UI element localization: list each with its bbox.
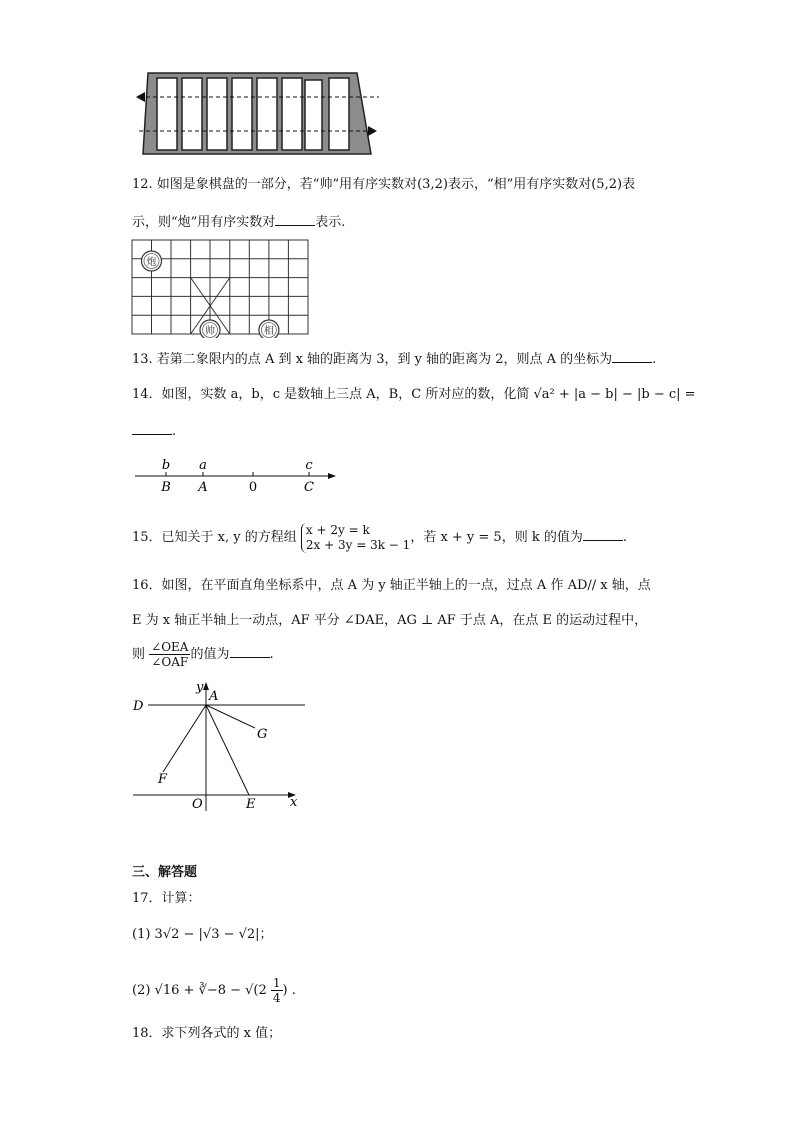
section-3-title-text: 三、解答题 [132,865,198,880]
q17-part2-fraction [271,976,283,1005]
tile [305,80,322,150]
label-O: O [192,797,203,812]
label-y: y [196,680,204,695]
piece-xiang [259,320,279,338]
label-E: E [246,797,256,812]
label-D: D [133,699,144,714]
label-a: a [199,458,207,473]
q14-end: . [172,424,177,439]
label-A: A [209,689,219,704]
arrow-right [368,126,377,136]
q16-frac-num: ∠OEA [151,640,189,654]
q12-text-end: 表 [622,177,636,192]
label-x: x [290,795,298,810]
piece-pao [142,251,162,271]
q12-coord-shuai: (3,2) [417,177,448,192]
q15-equation-system [301,523,410,553]
q15-text: 15．已知关于 x, y 的方程组 [132,530,297,545]
label-B: B [161,480,171,495]
chessboard-figure [130,238,310,338]
label-A: A [198,480,208,495]
piece-shuai-label: 帅 [205,326,215,337]
coordinate-figure [130,676,310,816]
q16-text3-pre: 则 [132,647,146,662]
q16-answer-blank[interactable] [230,645,270,658]
q16-end: . [269,647,274,662]
q14-line1 [132,386,696,404]
q14-line2 [132,422,176,441]
arrow-left [136,92,145,102]
tile [329,78,349,150]
q16-frac-den: ∠OAF [151,655,189,669]
q15-line [132,520,627,556]
q14-text: 14．如图，实数 a，b，c 是数轴上三点 A，B，C 所对应的数，化简 [132,387,530,402]
label-c: c [305,458,313,473]
q17-frac-den: 4 [272,991,281,1005]
q15-end: . [622,530,627,545]
q17-part2 [132,974,296,1008]
q13-line [132,350,656,369]
chessboard-svg [130,238,310,338]
tile [182,78,202,150]
q12-answer-blank[interactable] [275,213,315,226]
q15-answer-blank[interactable] [583,528,623,541]
tile [282,78,302,150]
trapezoid-svg [135,68,385,160]
tile [257,78,277,150]
q17-part1 [132,926,273,944]
q14-answer-blank[interactable] [132,422,172,435]
label-0: 0 [248,480,258,495]
label-C: C [304,480,314,495]
q12-text: 12. 如图是象棋盘的一部分，若“帅”用有序实数对 [132,177,418,192]
label-G: G [257,727,268,742]
label-F: F [158,772,168,787]
q18-title [132,1025,281,1043]
q17-part2-pre: (2) √16 + ∛−8 − √(2 [132,983,267,998]
q17-part1-text: (1) 3√2 − |√3 − √2|； [132,927,273,942]
tile [232,78,252,150]
q14-expression: √a² + |a − b| − |b − c| = [533,387,696,402]
q16-text1: 16．如图，在平面直角坐标系中，点 A 为 y 轴正半轴上的一点，过点 A 作 AD// x 轴，点 [132,578,651,593]
q12-line2 [132,213,345,232]
q17-title [132,890,201,908]
q12-text-mid: 表示，“相”用有序实数对 [447,177,592,192]
q12-text2-end: 表示. [315,215,346,230]
q16-fraction [149,640,190,669]
q16-line3 [132,638,274,672]
q13-answer-blank[interactable] [612,350,652,363]
q16-line1 [132,577,651,595]
q17-title-text: 17．计算： [132,891,201,906]
q13-end: . [652,352,657,367]
tile [207,78,227,150]
q15-eq2: 2x + 3y = 3k − 1 [305,537,411,552]
q15-eq1: x + 2y = k [305,522,370,537]
piece-pao-label: 炮 [146,257,157,268]
section-3-title [132,864,197,882]
q12-coord-xiang: (5,2) [591,177,623,192]
coordinate-svg [130,676,310,816]
trapezoid-figure [135,68,385,160]
piece-xiang-label: 相 [263,326,274,337]
label-b: b [161,458,171,473]
q16-line2 [132,612,647,630]
q18-title-text: 18．求下列各式的 x 值； [132,1026,282,1041]
q15-mid: ，若 x + y = 5，则 k 的值为 [410,530,583,545]
number-line-figure [132,456,342,496]
piece-shuai [200,320,220,338]
q13-text: 13. 若第二象限内的点 A 到 x 轴的距离为 3，到 y 轴的距离为 2，则点 A 的坐标为 [132,352,613,367]
q17-frac-num: 1 [272,976,281,990]
q16-text3-post: 的值为 [190,647,230,662]
number-line-svg [132,456,342,496]
q16-text2: E 为 x 轴正半轴上一动点，AF 平分 ∠DAE，AG ⊥ AF 于点 A，在点 E 的运动过程中， [132,613,648,628]
q12-text2: 示，则“炮”用有序实数对 [132,215,276,230]
q12-line1 [132,176,635,194]
q17-part2-post: ) . [282,983,296,998]
tile [157,78,177,150]
